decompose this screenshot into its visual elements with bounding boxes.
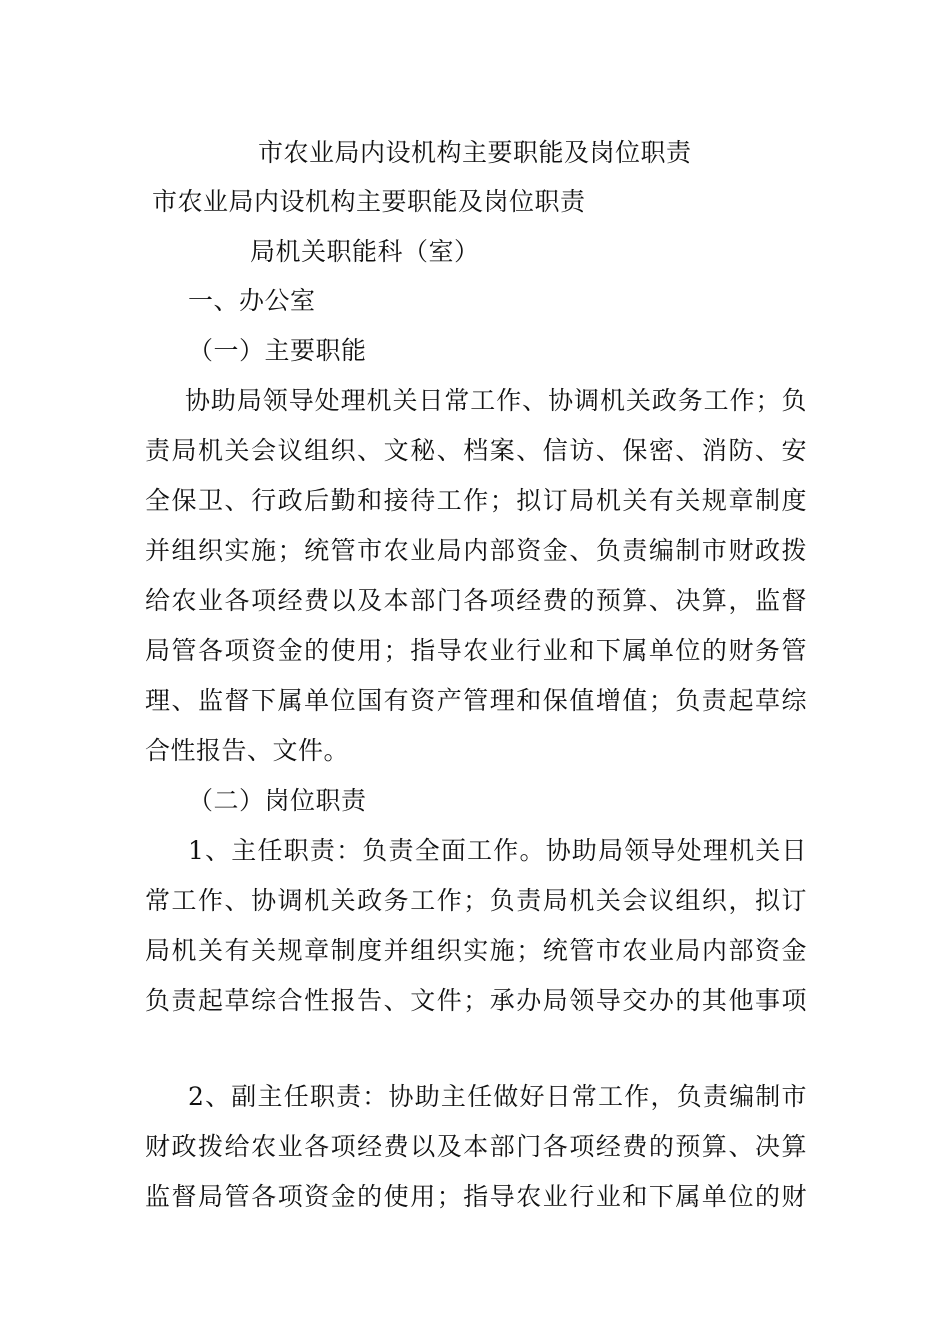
- paragraph-line: 1、主任职责：负责全面工作。协助局领导处理机关日: [188, 836, 807, 865]
- paragraph-line: 给农业各项经费以及本部门各项经费的预算、决算，监督: [145, 586, 807, 615]
- paragraph-line: 协助局领导处理机关日常工作、协调机关政务工作；负: [185, 386, 807, 415]
- paragraph-line: 合性报告、文件。: [145, 736, 350, 765]
- paragraph-line: 监督局管各项资金的使用；指导农业行业和下属单位的财: [145, 1182, 807, 1211]
- subheading-main-functions: （一）主要职能: [188, 336, 367, 365]
- paragraph-line: 局机关有关规章制度并组织实施；统管市农业局内部资金: [145, 936, 807, 965]
- paragraph-line: 全保卫、行政后勤和接待工作；拟订局机关有关规章制度: [145, 486, 807, 515]
- header-title: 市农业局内设机构主要职能及岗位职责: [258, 138, 692, 167]
- subheading-job-duties: （二）岗位职责: [188, 786, 367, 815]
- document-subtitle: 局机关职能科（室）: [250, 237, 480, 266]
- paragraph-line: 理、监督下属单位国有资产管理和保值增值；负责起草综: [145, 686, 807, 715]
- paragraph-line: 责局机关会议组织、文秘、档案、信访、保密、消防、安: [145, 436, 807, 465]
- section-heading-office: 一、办公室: [188, 286, 316, 315]
- document-title: 市农业局内设机构主要职能及岗位职责: [152, 187, 586, 216]
- paragraph-line: 局管各项资金的使用；指导农业行业和下属单位的财务管: [145, 636, 807, 665]
- paragraph-line: 2、副主任职责：协助主任做好日常工作，负责编制市: [188, 1082, 807, 1111]
- paragraph-line: 常工作、协调机关政务工作；负责局机关会议组织，拟订: [145, 886, 807, 915]
- paragraph-line: 并组织实施；统管市农业局内部资金、负责编制市财政拨: [145, 536, 807, 565]
- paragraph-line: 负责起草综合性报告、文件；承办局领导交办的其他事项: [145, 986, 807, 1015]
- paragraph-line: 财政拨给农业各项经费以及本部门各项经费的预算、决算: [145, 1132, 807, 1161]
